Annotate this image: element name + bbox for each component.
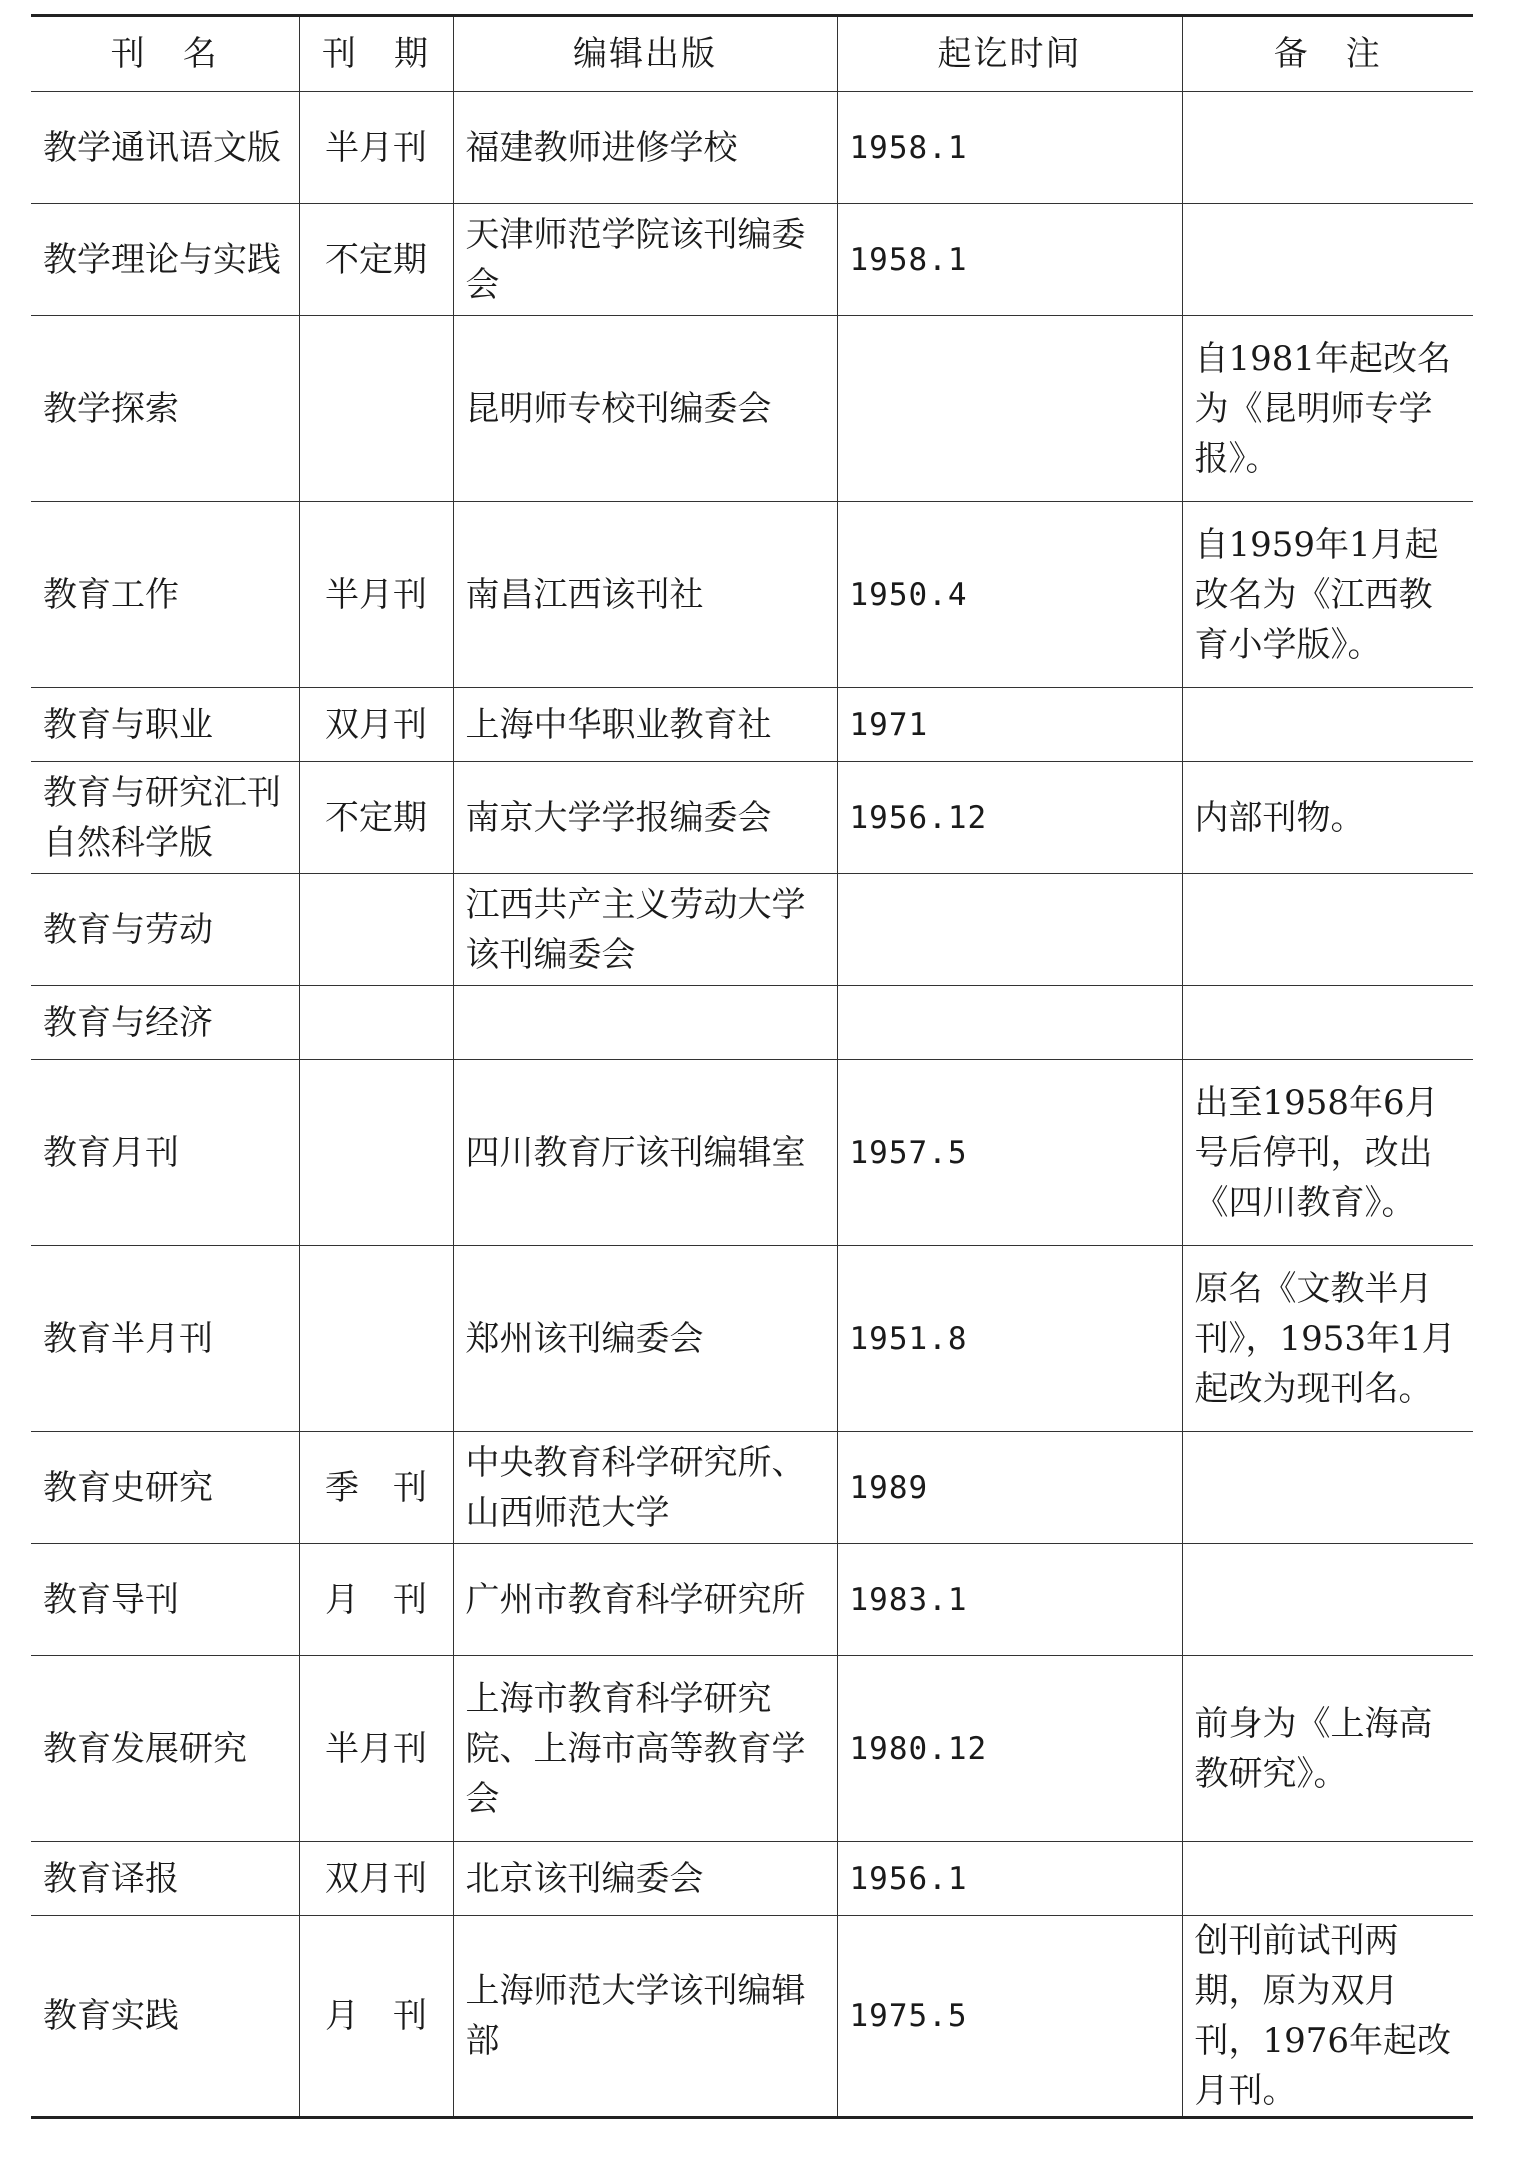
cell-period: 双月刊 (299, 1842, 453, 1916)
cell-name: 教育导刊 (31, 1544, 299, 1656)
cell-period (299, 316, 453, 502)
cell-note: 原名《文教半月刊》，1953年1月起改为现刊名。 (1182, 1246, 1473, 1432)
table-row (31, 316, 1473, 502)
cell-publisher: 郑州该刊编委会 (453, 1246, 837, 1432)
cell-date: 1989 (837, 1432, 1182, 1544)
cell-name: 教育与劳动 (31, 874, 299, 986)
cell-publisher (453, 986, 837, 1060)
table-row (31, 762, 1473, 874)
cell-name: 教学理论与实践 (31, 204, 299, 316)
cell-date: 1975.5 (837, 1916, 1182, 2118)
cell-publisher: 北京该刊编委会 (453, 1842, 837, 1916)
cell-note (1182, 204, 1473, 316)
table-row (31, 92, 1473, 204)
cell-publisher: 上海师范大学该刊编辑部 (453, 1916, 837, 2118)
document-page (31, 14, 1473, 2119)
table-header-row (31, 16, 1473, 92)
cell-period: 双月刊 (299, 688, 453, 762)
cell-period: 季 刊 (299, 1432, 453, 1544)
cell-date: 1958.1 (837, 204, 1182, 316)
cell-date: 1958.1 (837, 92, 1182, 204)
cell-publisher: 中央教育科学研究所、山西师范大学 (453, 1432, 837, 1544)
table-row (31, 1916, 1473, 2118)
cell-date (837, 874, 1182, 986)
cell-publisher: 江西共产主义劳动大学该刊编委会 (453, 874, 837, 986)
cell-period (299, 986, 453, 1060)
table-row (31, 1432, 1473, 1544)
cell-date: 1980.12 (837, 1656, 1182, 1842)
cell-date: 1957.5 (837, 1060, 1182, 1246)
cell-date: 1971 (837, 688, 1182, 762)
table-row (31, 1656, 1473, 1842)
cell-note: 自1981年起改名为《昆明师专学报》。 (1182, 316, 1473, 502)
cell-period: 月 刊 (299, 1916, 453, 2118)
cell-publisher: 南京大学学报编委会 (453, 762, 837, 874)
cell-note: 内部刊物。 (1182, 762, 1473, 874)
cell-name: 教育工作 (31, 502, 299, 688)
table-row (31, 204, 1473, 316)
header-note: 备 注 (1182, 16, 1473, 92)
cell-date: 1956.12 (837, 762, 1182, 874)
cell-date (837, 986, 1182, 1060)
table-row (31, 1246, 1473, 1432)
cell-publisher: 广州市教育科学研究所 (453, 1544, 837, 1656)
cell-name: 教育与职业 (31, 688, 299, 762)
cell-name: 教学通讯语文版 (31, 92, 299, 204)
cell-period: 半月刊 (299, 502, 453, 688)
cell-period: 月 刊 (299, 1544, 453, 1656)
cell-name: 教育月刊 (31, 1060, 299, 1246)
cell-date: 1983.1 (837, 1544, 1182, 1656)
cell-note: 前身为《上海高教研究》。 (1182, 1656, 1473, 1842)
cell-date: 1956.1 (837, 1842, 1182, 1916)
cell-name: 教育发展研究 (31, 1656, 299, 1842)
cell-note: 创刊前试刊两期，原为双月刊，1976年起改月刊。 (1182, 1916, 1473, 2118)
header-name: 刊 名 (31, 16, 299, 92)
cell-date (837, 316, 1182, 502)
cell-publisher: 南昌江西该刊社 (453, 502, 837, 688)
cell-note (1182, 92, 1473, 204)
cell-name: 教育与研究汇刊自然科学版 (31, 762, 299, 874)
cell-date: 1950.4 (837, 502, 1182, 688)
cell-period (299, 1060, 453, 1246)
table-row (31, 502, 1473, 688)
header-date: 起讫时间 (837, 16, 1182, 92)
table-row (31, 986, 1473, 1060)
cell-publisher: 上海中华职业教育社 (453, 688, 837, 762)
cell-period (299, 874, 453, 986)
cell-note: 出至1958年6月号后停刊，改出《四川教育》。 (1182, 1060, 1473, 1246)
table-row (31, 1544, 1473, 1656)
cell-name: 教育半月刊 (31, 1246, 299, 1432)
cell-name: 教育实践 (31, 1916, 299, 2118)
cell-period: 不定期 (299, 204, 453, 316)
cell-date: 1951.8 (837, 1246, 1182, 1432)
cell-period: 半月刊 (299, 1656, 453, 1842)
cell-name: 教育与经济 (31, 986, 299, 1060)
periodical-table (31, 14, 1473, 2119)
table-row (31, 1842, 1473, 1916)
cell-note (1182, 688, 1473, 762)
cell-publisher: 上海市教育科学研究院、上海市高等教育学会 (453, 1656, 837, 1842)
cell-name: 教学探索 (31, 316, 299, 502)
cell-note: 自1959年1月起改名为《江西教育小学版》。 (1182, 502, 1473, 688)
header-publisher: 编辑出版 (453, 16, 837, 92)
cell-note (1182, 1432, 1473, 1544)
cell-note (1182, 1842, 1473, 1916)
cell-note (1182, 986, 1473, 1060)
cell-period: 半月刊 (299, 92, 453, 204)
cell-name: 教育译报 (31, 1842, 299, 1916)
header-period: 刊 期 (299, 16, 453, 92)
cell-note (1182, 874, 1473, 986)
cell-period (299, 1246, 453, 1432)
table-row (31, 1060, 1473, 1246)
cell-period: 不定期 (299, 762, 453, 874)
cell-name: 教育史研究 (31, 1432, 299, 1544)
cell-publisher: 昆明师专校刊编委会 (453, 316, 837, 502)
table-row (31, 874, 1473, 986)
cell-note (1182, 1544, 1473, 1656)
cell-publisher: 四川教育厅该刊编辑室 (453, 1060, 837, 1246)
cell-publisher: 天津师范学院该刊编委会 (453, 204, 837, 316)
cell-publisher: 福建教师进修学校 (453, 92, 837, 204)
table-row (31, 688, 1473, 762)
